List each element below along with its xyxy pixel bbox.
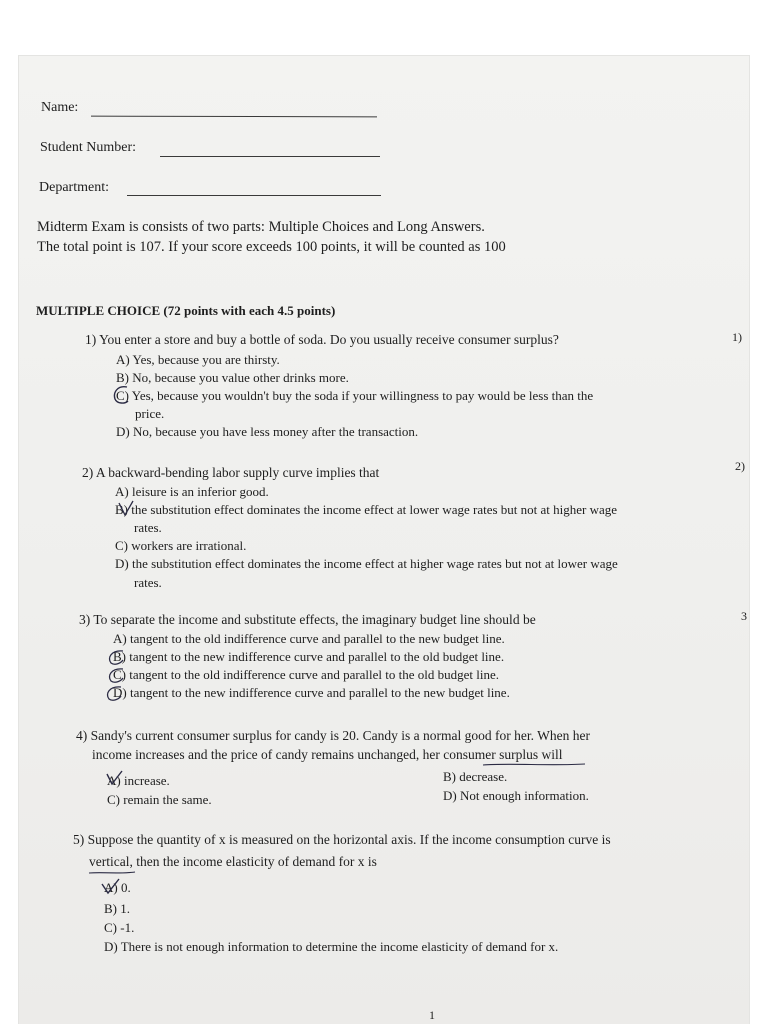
question-1-stem: 1) You enter a store and buy a bottle of soda. Do you usually receive consumer surplus?	[85, 332, 559, 347]
question-1-option-a: A) Yes, because you are thirsty.	[116, 352, 280, 367]
student-number-blank	[160, 156, 380, 157]
question-2-option-d: D) the substitution effect dominates the income effect at higher wage rates but not at lower wage	[115, 556, 618, 571]
question-3-margin-number: 3	[741, 609, 747, 623]
question-1-margin-number: 1)	[732, 330, 742, 344]
question-2-option-c: C) workers are irrational.	[115, 538, 247, 553]
question-4-stem: 4) Sandy's current consumer surplus for candy is 20. Candy is a normal good for her. When her	[76, 728, 590, 743]
question-2-margin-number: 2)	[735, 459, 745, 473]
question-4-option-c: C) remain the same.	[107, 792, 212, 807]
question-4-option-b: B) decrease.	[443, 769, 508, 784]
question-3-option-d: D) tangent to the new indifference curve and parallel to the new budget line.	[113, 685, 510, 700]
section-title: MULTIPLE CHOICE (72 points with each 4.5 points)	[36, 303, 336, 318]
page-number: 1	[429, 1008, 435, 1022]
question-1-option-d: D) No, because you have less money after the transaction.	[116, 424, 419, 439]
department-label: Department:	[39, 180, 109, 195]
question-2-option-b: B) the substitution effect dominates the income effect at lower wage rates but not at higher wage	[115, 502, 618, 517]
student-number-label: Student Number:	[40, 140, 137, 155]
question-3-stem: 3) To separate the income and substitute effects, the imaginary budget line should be	[79, 612, 536, 627]
question-5-option-c: C) -1.	[104, 920, 135, 935]
q5-underline-vertical	[87, 870, 139, 876]
question-3-option-a: A) tangent to the old indifference curve and parallel to the new budget line.	[113, 631, 505, 646]
department-blank	[127, 195, 381, 196]
question-4-stem-continued: income increases and the price of candy remains unchanged, her consumer surplus will	[92, 747, 563, 762]
question-5-option-a: A) 0.	[104, 880, 131, 895]
question-2-stem: 2) A backward-bending labor supply curve implies that	[82, 465, 380, 480]
question-1-option-c-continued: price.	[135, 406, 165, 421]
intro-line-2: The total point is 107. If your score exceeds 100 points, it will be counted as 100	[37, 239, 506, 255]
question-2-option-a: A) leisure is an inferior good.	[115, 484, 269, 499]
question-3-option-c: C) tangent to the old indifference curve and parallel to the old budget line.	[113, 667, 500, 682]
question-2-option-b-continued: rates.	[134, 520, 162, 535]
question-4-option-a: A) increase.	[107, 773, 170, 788]
question-4-option-d: D) Not enough information.	[443, 788, 589, 803]
intro-line-1: Midterm Exam is consists of two parts: Multiple Choices and Long Answers.	[37, 219, 485, 235]
question-1-option-c: C) Yes, because you wouldn't buy the soda if your willingness to pay would be less than the	[116, 388, 594, 403]
question-5-option-d: D) There is not enough information to determine the income elasticity of demand for x.	[104, 939, 559, 954]
name-blank	[91, 116, 377, 118]
question-3-option-b: B) tangent to the new indifference curve and parallel to the old budget line.	[113, 649, 505, 664]
question-1-option-b: B) No, because you value other drinks more.	[116, 370, 349, 385]
question-5-stem-continued: vertical, then the income elasticity of demand for x is	[89, 854, 377, 869]
question-5-stem: 5) Suppose the quantity of x is measured on the horizontal axis. If the income consumption curve is	[73, 832, 611, 847]
name-label: Name:	[41, 100, 79, 115]
exam-paper	[19, 56, 749, 1024]
question-2-option-d-continued: rates.	[134, 575, 162, 590]
question-5-option-b: B) 1.	[104, 901, 130, 916]
